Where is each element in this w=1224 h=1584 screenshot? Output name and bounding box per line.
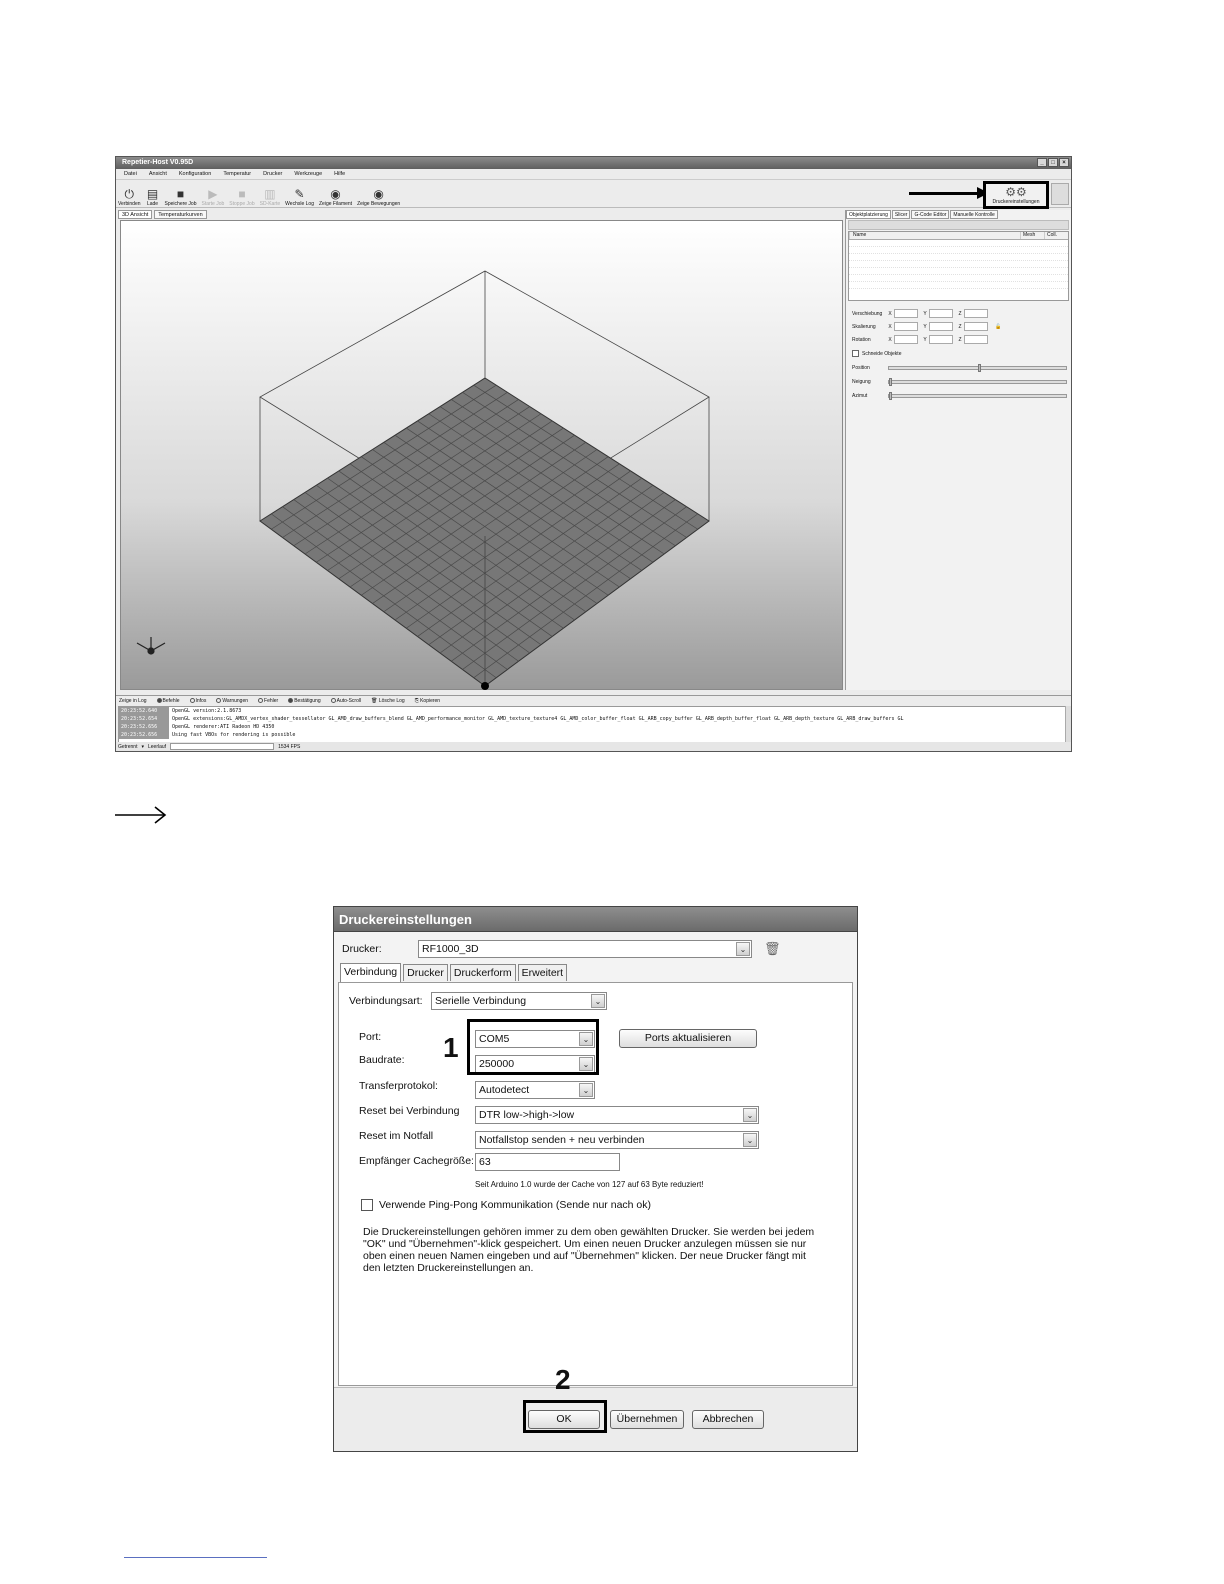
chevron-down-icon[interactable]: ⌄: [579, 1032, 593, 1046]
menu-konfiguration[interactable]: Konfiguration: [178, 171, 212, 177]
info-text: Die Druckereinstellungen gehören immer zu dem oben gewählten Drucker. Sie werden bei jedem "OK" und "Übernehmen"-klick gespeichert. Um einen neuen Drucker anzulegen müssen sie nur oben einen neuen Namen eingeben und auf "Übernehmen" klicken. Der neue Drucker fängt mit den letzten Druckereinstellungen an.: [363, 1226, 815, 1274]
log-autoscroll-toggle[interactable]: Auto-Scroll: [331, 698, 361, 704]
scale-y-input[interactable]: [929, 322, 953, 331]
scale-row: [852, 320, 1065, 333]
load-label: Lade: [146, 201, 159, 207]
stop-job-button[interactable]: [229, 187, 254, 207]
slider-thumb[interactable]: [889, 392, 892, 400]
chevron-down-icon[interactable]: ⌄: [579, 1057, 593, 1071]
copy-log-button[interactable]: ⎘ Kopieren: [414, 697, 441, 704]
power-icon: ⏻: [124, 186, 135, 201]
show-filament-label: Zeige Filament: [319, 201, 353, 207]
maximize-button[interactable]: □: [1048, 158, 1058, 167]
rotation-y-input[interactable]: [929, 335, 953, 344]
cache-size-label: Empfänger Cachegröße:: [359, 1155, 474, 1167]
cut-objects-row: [852, 350, 1065, 357]
tab-temperature-curves[interactable]: Temperaturkurven: [154, 210, 206, 219]
scale-label: Skalierung: [852, 323, 876, 330]
slider-thumb[interactable]: [978, 364, 981, 372]
main-toolbar: [116, 180, 1071, 208]
chevron-down-icon[interactable]: ⌄: [591, 994, 605, 1008]
menu-bar: [116, 169, 1071, 180]
menu-temperatur[interactable]: Temperatur: [223, 171, 252, 177]
menu-ansicht[interactable]: Ansicht: [148, 171, 167, 177]
play-icon: ▶: [208, 187, 218, 201]
tilt-slider-row: [852, 375, 1067, 389]
axis-z-label: Z: [958, 310, 962, 317]
reset-on-connect-select[interactable]: [475, 1106, 759, 1124]
axis-x-label: X: [888, 310, 892, 317]
baudrate-value: 250000: [479, 1058, 515, 1070]
idle-status: Leerlauf: [147, 743, 167, 750]
translation-z-input[interactable]: [964, 309, 988, 318]
log-toolbar: [116, 695, 1071, 705]
chevron-down-icon[interactable]: ⌄: [743, 1108, 757, 1122]
printer-select-value: RF1000_3D: [422, 943, 479, 955]
connect-label: Verbinden: [118, 201, 141, 207]
ok-button[interactable]: OK: [528, 1410, 600, 1429]
chevron-down-icon[interactable]: ⌄: [743, 1133, 757, 1147]
log-errors-toggle[interactable]: Fehler: [258, 698, 278, 704]
transform-fields: [852, 307, 1065, 346]
step-marker-1: 1: [443, 1032, 459, 1063]
refresh-ports-button[interactable]: Ports aktualisieren: [619, 1029, 757, 1048]
toggle-log-button[interactable]: [285, 187, 314, 207]
trash-icon[interactable]: 🗑: [764, 941, 781, 956]
pingpong-row: [361, 1199, 651, 1211]
start-job-button[interactable]: [202, 187, 225, 207]
tab-manual-control[interactable]: Manuelle Kontrolle: [950, 210, 997, 219]
menu-drucker[interactable]: Drucker: [263, 171, 283, 177]
log-infos-toggle[interactable]: Infos: [190, 698, 207, 704]
log-scrollbar[interactable]: [1065, 706, 1071, 743]
axis-y-label: Y: [923, 336, 927, 343]
status-bar: [116, 742, 1071, 751]
rotation-z-input[interactable]: [964, 335, 988, 344]
tab-drucker[interactable]: Drucker: [403, 964, 448, 981]
sd-card-label: SD-Karte: [259, 201, 281, 207]
tab-erweitert[interactable]: Erweitert: [518, 964, 567, 981]
rotation-x-input[interactable]: [894, 335, 918, 344]
log-warnings-toggle[interactable]: Warnungen: [216, 698, 248, 704]
object-toolbar[interactable]: [848, 220, 1069, 230]
cut-objects-label: Schneide Objekte: [862, 350, 902, 357]
show-in-log-label: Zeige in Log: [119, 697, 147, 704]
port-label: Port:: [359, 1031, 382, 1043]
log-line: 20:23:52.656 OpenGL renderer:ATI Radeon HD 4350: [121, 724, 275, 730]
callout-arrow: [909, 192, 979, 195]
save-job-button[interactable]: [165, 187, 197, 207]
translation-y-input[interactable]: [929, 309, 953, 318]
azimuth-label: Azimut: [852, 393, 868, 399]
object-table-header: [849, 232, 1068, 240]
menu-werkzeuge[interactable]: Werkzeuge: [294, 171, 323, 177]
log-line: 20:23:52.656 Using fast VBOs for rendering is possible: [121, 732, 296, 738]
scale-z-input[interactable]: [964, 322, 988, 331]
pingpong-label: Verwende Ping-Pong Kommunikation (Sende nur nach ok): [379, 1199, 651, 1211]
log-ack-toggle[interactable]: Bestätigung: [288, 698, 320, 704]
scale-x-input[interactable]: [894, 322, 918, 331]
reset-on-connect-value: DTR low->high->low: [479, 1109, 575, 1121]
window-controls: [1037, 158, 1069, 167]
cache-size-input[interactable]: [475, 1153, 620, 1171]
highlight-box-port-baudrate: [467, 1019, 599, 1075]
lock-icon[interactable]: 🔓: [995, 323, 1002, 330]
baudrate-label: Baudrate:: [359, 1054, 405, 1066]
object-table[interactable]: [848, 231, 1069, 301]
emergency-stop-button[interactable]: [1051, 183, 1069, 205]
cut-objects-checkbox[interactable]: [852, 350, 859, 357]
col-mesh: Mesh: [1020, 232, 1044, 239]
rotation-row: [852, 333, 1065, 346]
translation-row: [852, 307, 1065, 320]
log-commands-toggle[interactable]: Befehle: [157, 698, 180, 704]
file-icon: ▤: [146, 187, 159, 201]
tilt-label: Neigung: [852, 379, 871, 385]
chevron-down-icon[interactable]: ⌄: [579, 1083, 593, 1097]
slider-thumb[interactable]: [889, 378, 892, 386]
translation-x-input[interactable]: [894, 309, 918, 318]
printer-label: Drucker:: [342, 943, 382, 955]
axis-x-label: X: [888, 336, 892, 343]
printer-settings-dialog: [333, 906, 858, 1452]
log-line: 20:23:52.640 OpenGL version:2.1.8673: [121, 708, 242, 714]
save-job-label: Speichere Job: [164, 201, 197, 207]
right-panel: [845, 210, 1071, 690]
connection-type-select[interactable]: [431, 992, 607, 1010]
minimize-button[interactable]: _: [1037, 158, 1047, 167]
axis-indicator-icon: [137, 637, 165, 654]
position-label: Position: [852, 365, 870, 371]
connection-type-row: [349, 992, 607, 1010]
tab-gcode-editor[interactable]: G-Code Editor: [911, 210, 949, 219]
col-name: Name: [849, 232, 1020, 239]
eye-icon: ◉: [330, 187, 341, 201]
printer-row: [342, 940, 752, 958]
axis-z-label: Z: [958, 323, 962, 330]
fps-status: 1534 FPS: [278, 743, 301, 750]
load-button[interactable]: [146, 187, 160, 207]
tab-slicer[interactable]: Slicer: [892, 210, 911, 219]
axis-x-label: X: [888, 323, 892, 330]
transfer-protocol-select[interactable]: [475, 1081, 595, 1099]
transfer-protocol-label: Transferprotokol:: [359, 1080, 438, 1092]
col-coll: Coll.: [1044, 232, 1068, 239]
connect-button[interactable]: [118, 187, 141, 207]
cache-note: Seit Arduino 1.0 wurde der Cache von 127 auf 63 Byte reduziert!: [475, 1180, 704, 1189]
log-line: 20:23:52.654 OpenGL extensions:GL_AMDX_vertex_shader_tessellator GL_AMD_draw_buffers_blend GL_AMD_performance_monitor GL_AMD_texture_texture4 GL_AMD_color_buffer_float GL_ARB_copy_buffer GL_ARB_depth_buffer_float GL_ARB_depth_texture GL_ARB_draw_buffers GL: [121, 716, 904, 722]
pencil-icon: ✎: [294, 187, 305, 201]
repetier-host-window: [115, 156, 1072, 752]
apply-button[interactable]: Übernehmen: [610, 1410, 684, 1429]
stop-icon: ■: [238, 187, 246, 201]
port-value: COM5: [479, 1033, 510, 1045]
printbed-wireframe: [121, 221, 844, 691]
save-icon: ■: [176, 187, 185, 201]
footer-rule: [124, 1557, 267, 1558]
chevron-down-icon[interactable]: ⌄: [736, 942, 750, 956]
reset-on-connect-label: Reset bei Verbindung: [359, 1105, 460, 1117]
right-tabs: [846, 210, 1071, 219]
dialog-title: Druckereinstellungen: [334, 907, 857, 932]
position-slider[interactable]: [888, 366, 1067, 370]
reset-emergency-label: Reset im Notfall: [359, 1130, 434, 1142]
dialog-tabs: [340, 963, 569, 981]
printer-settings-button[interactable]: [983, 181, 1049, 209]
rotation-label: Rotation: [852, 336, 871, 343]
window-title: Repetier-Host V0.95D: [122, 159, 194, 166]
pingpong-checkbox[interactable]: [361, 1199, 373, 1211]
progress-box: [170, 743, 274, 750]
tab-3d-view[interactable]: 3D Ansicht: [118, 210, 152, 219]
clear-log-button[interactable]: 🗑 Lösche Log: [371, 697, 405, 704]
tilt-slider[interactable]: [888, 380, 1067, 384]
tab-druckerform[interactable]: Druckerform: [450, 964, 516, 981]
gears-icon: ⚙⚙: [1005, 185, 1027, 199]
menu-datei[interactable]: Datei: [124, 171, 137, 177]
window-titlebar: [116, 157, 1071, 169]
azimuth-slider[interactable]: [888, 394, 1067, 398]
axis-y-label: Y: [923, 323, 927, 330]
reset-emergency-value: Notfallstop senden + neu verbinden: [479, 1134, 645, 1146]
transfer-protocol-value: Autodetect: [479, 1084, 530, 1096]
show-moves-label: Zeige Bewegungen: [357, 201, 401, 207]
show-filament-button[interactable]: [319, 187, 352, 207]
left-tabs: [118, 210, 207, 219]
axis-y-label: Y: [923, 310, 927, 317]
close-button[interactable]: ×: [1059, 158, 1069, 167]
printer-settings-label: Druckereinstellungen: [992, 199, 1040, 205]
printer-select[interactable]: [418, 940, 752, 958]
tab-verbindung[interactable]: Verbindung: [340, 963, 401, 982]
eye-icon: ◉: [373, 187, 384, 201]
cache-size-value: 63: [479, 1156, 491, 1168]
connection-type-value: Serielle Verbindung: [435, 995, 527, 1007]
start-job-label: Starte Job: [201, 201, 225, 207]
stop-job-label: Stoppe Job: [229, 201, 255, 207]
cancel-button[interactable]: Abbrechen: [692, 1410, 764, 1429]
sd-card-button[interactable]: [260, 187, 281, 207]
translation-label: Verschiebung: [852, 310, 883, 317]
next-step-arrow-icon: [115, 803, 167, 827]
sd-card-icon: ▥: [264, 187, 276, 201]
tab-object-placement[interactable]: Objektplatzierung: [846, 210, 891, 219]
chevron-down-icon: ▾: [141, 743, 144, 750]
step-marker-2: 2: [555, 1364, 571, 1395]
azimuth-slider-row: [852, 389, 1067, 403]
axis-z-label: Z: [958, 336, 962, 343]
show-moves-button[interactable]: [357, 187, 400, 207]
position-slider-row: [852, 361, 1067, 375]
menu-hilfe[interactable]: Hilfe: [334, 171, 346, 177]
log-area[interactable]: [118, 706, 1066, 743]
highlight-box-ok: [523, 1400, 607, 1433]
reset-emergency-select[interactable]: [475, 1131, 759, 1149]
toggle-log-label: Wechsle Log: [285, 201, 314, 207]
connection-status: Getrennt: [118, 743, 138, 750]
connection-type-label: Verbindungsart:: [349, 995, 423, 1007]
3d-view[interactable]: [120, 220, 843, 690]
